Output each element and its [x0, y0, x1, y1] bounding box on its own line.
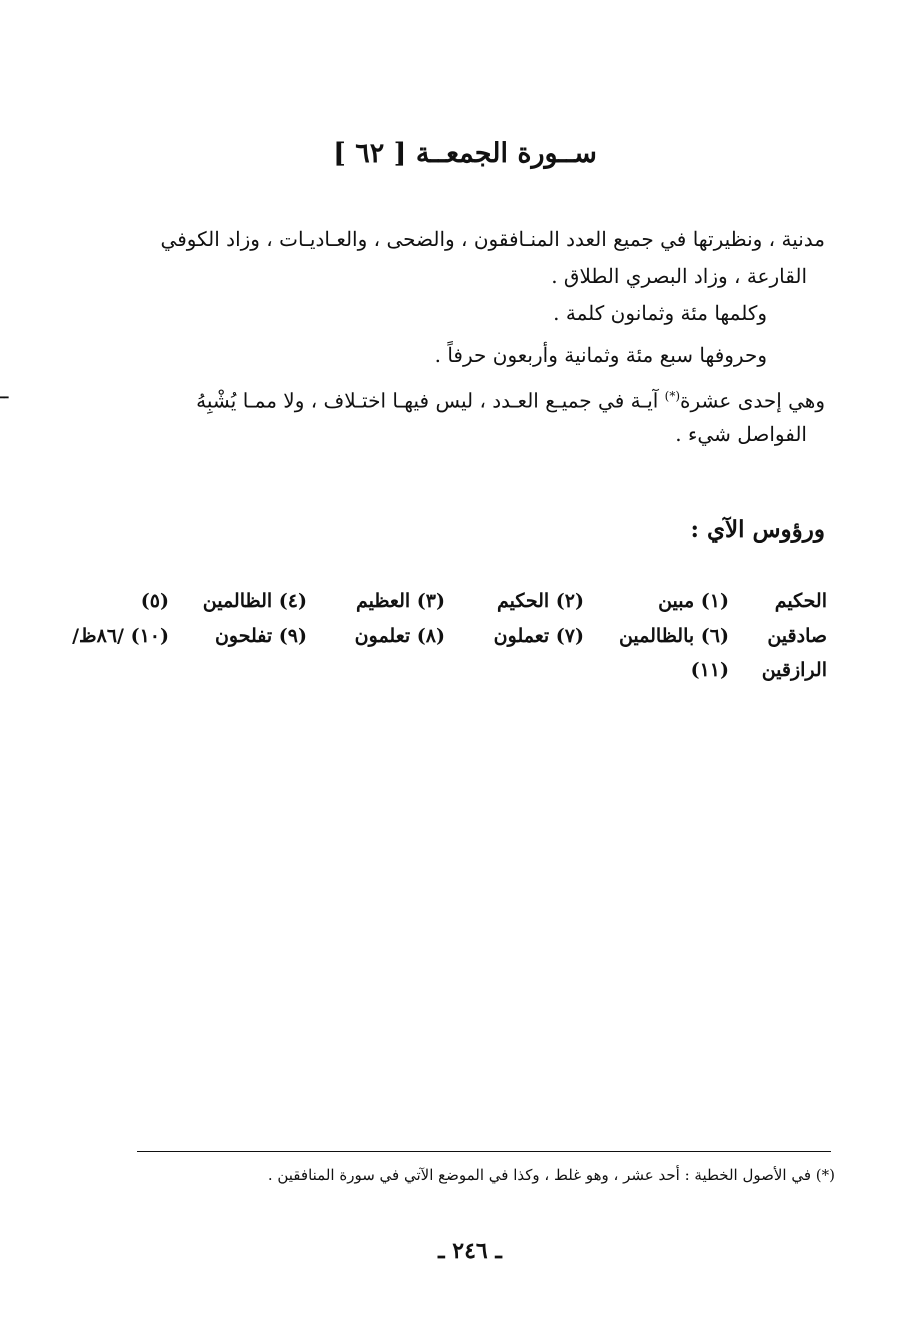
- verse-head: (٨) تعلمون: [354, 625, 445, 647]
- verse-head: الحكيم: [774, 590, 827, 612]
- verse-head: (١٠) /٨٦ظ/: [72, 625, 169, 647]
- verse-head: (١) مبين: [658, 590, 729, 612]
- verse-heads-row: [77, 659, 827, 693]
- intro-line: الفواصل شيء .: [675, 422, 807, 446]
- intro-text: وهي إحدى عشرة: [680, 388, 825, 413]
- intro-line: وحروفها سبع مئة وثمانية وأربعون حرفاً .: [434, 343, 767, 367]
- verse-head: صادقين: [767, 625, 827, 647]
- footnote: (*) في الأصول الخطية : أحد عشر ، وهو غلط ، وكذا في الموضع الآتي في سورة المنافقين .: [267, 1166, 835, 1184]
- verse-head: (٣) العظيم: [355, 590, 445, 612]
- intro-text: آيـة في جميـع العـدد ، ليس فيهـا اختـلاف ، ولا ممـا يُشْبِهُ: [196, 388, 659, 413]
- verse-head: الرازقين: [761, 659, 827, 681]
- verse-head: (٥): [140, 590, 169, 612]
- footnote-marker: (*): [664, 389, 681, 403]
- verse-head: (١١): [690, 659, 729, 681]
- verse-head: (٢) الحكيم: [496, 590, 584, 612]
- intro-line: القارعة ، وزاد البصري الطلاق .: [551, 264, 807, 288]
- page-number: ـ ٢٤٦ ـ: [438, 1238, 502, 1264]
- verse-heads-row: [77, 590, 827, 624]
- intro-line: وكلمها مئة وثمانون كلمة .: [553, 301, 767, 325]
- verse-heads-heading: ورؤوس الآي :: [690, 516, 825, 543]
- footnote-divider: [137, 1151, 831, 1152]
- verse-head: (٤) الظالمين: [202, 590, 307, 612]
- verse-heads-row: [72, 625, 827, 659]
- verse-head: (٩) تفلحون: [214, 625, 307, 647]
- verse-head: (٦) بالظالمين: [618, 625, 729, 647]
- verse-head: (٧) تعملون: [493, 625, 584, 647]
- margin-mark: ــ: [0, 386, 9, 402]
- intro-line: [115, 378, 825, 420]
- intro-line: مدنية ، ونظيرتها في جميع العدد المنـافقون ، والضحى ، والعـاديـات ، وزاد الكوفي: [160, 227, 825, 251]
- surah-title: ســورة الجمعــة [ ٦٢ ]: [333, 138, 597, 169]
